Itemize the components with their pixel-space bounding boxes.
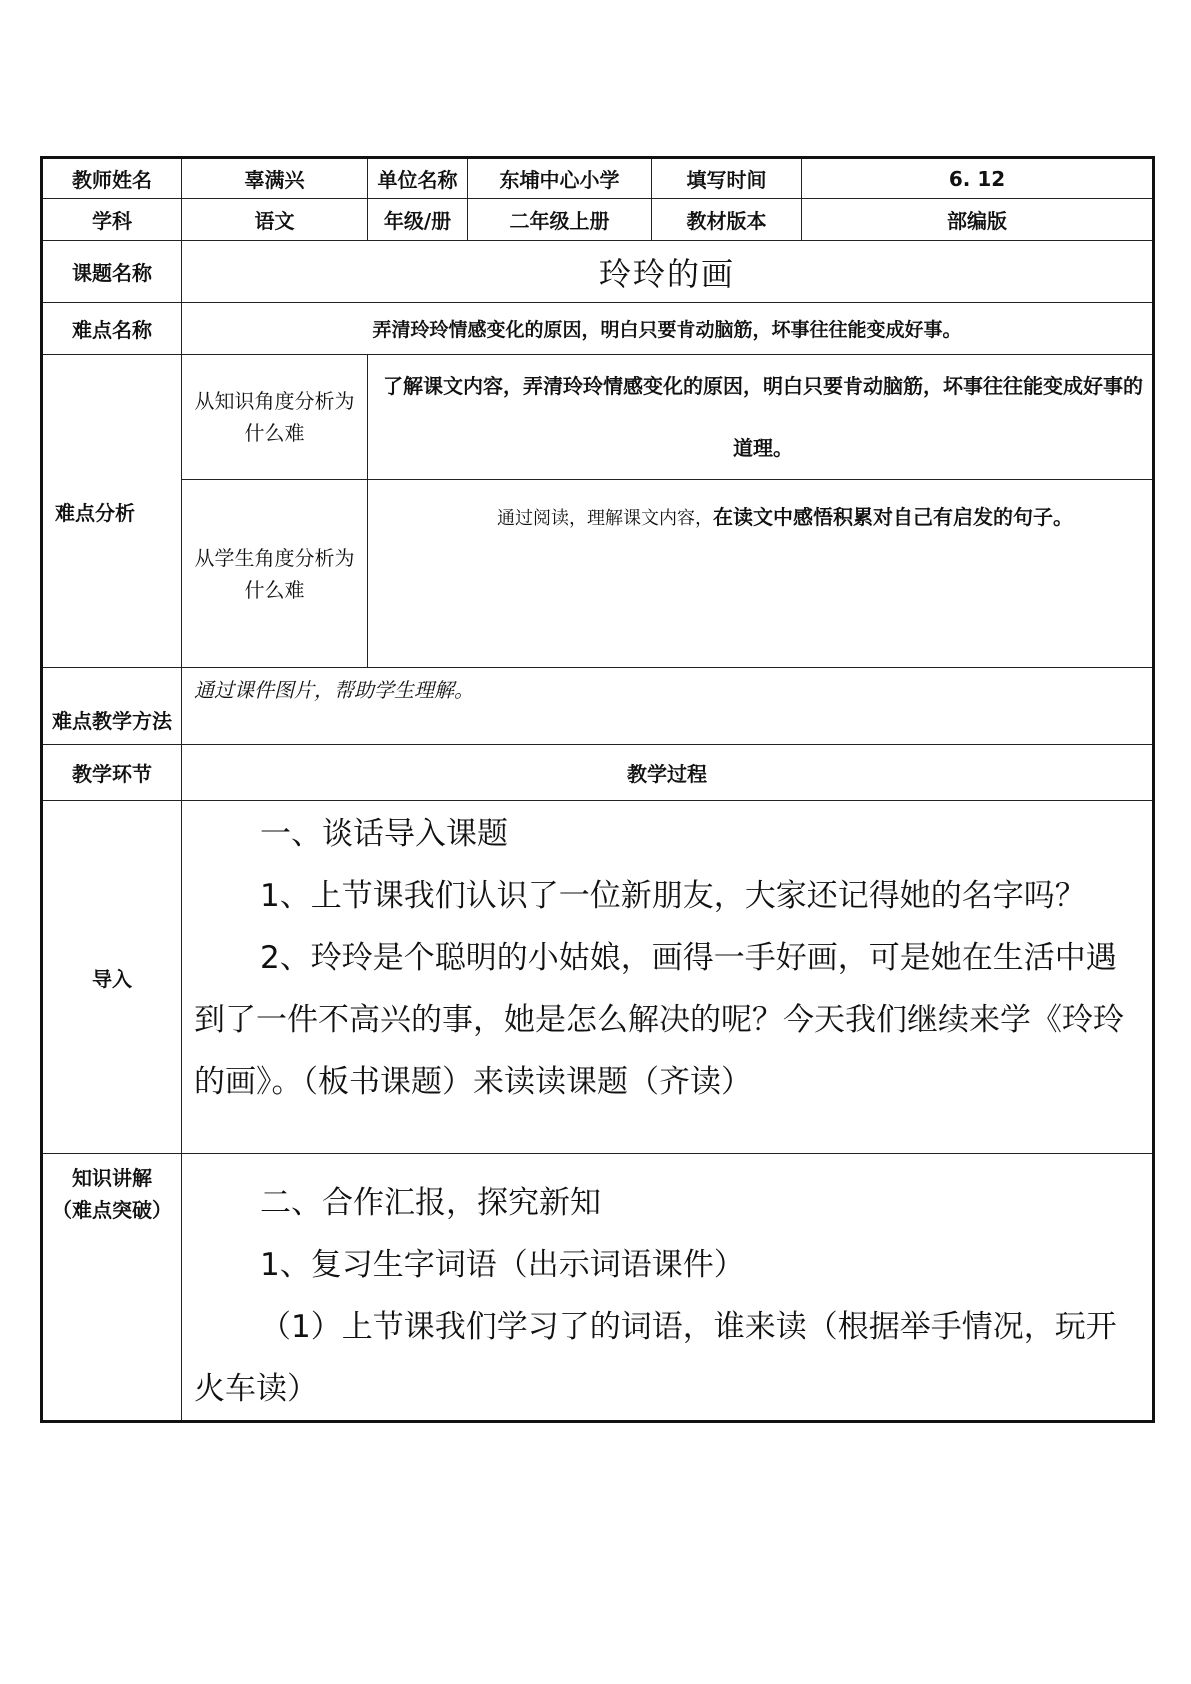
analysis-row-knowledge — [42, 355, 1154, 480]
subject-value: 语文 — [182, 199, 368, 241]
knowledge-angle-text: 了解课文内容，弄清玲玲情感变化的原因，明白只要肯动脑筋，坏事往往能变成好事的道理。 — [368, 355, 1154, 480]
knowledge-label-line-2: （难点突破） — [52, 1198, 172, 1222]
knowledge-label — [42, 1154, 182, 1422]
title-row — [42, 241, 1154, 303]
date-label: 填写时间 — [652, 158, 802, 199]
unit-value: 东埔中心小学 — [468, 158, 652, 199]
stage-label: 教学环节 — [42, 745, 182, 801]
knowledge-paragraph-2: （1）上节课我们学习了的词语，谁来读（根据举手情况，玩开火车读） — [194, 1309, 1117, 1407]
intro-row — [42, 801, 1154, 1154]
knowledge-content — [182, 1154, 1154, 1422]
difficulty-label: 难点名称 — [42, 303, 182, 355]
knowledge-heading: 二、合作汇报，探究新知 — [260, 1185, 601, 1221]
lesson-title-label: 课题名称 — [42, 241, 182, 303]
student-angle-cell — [368, 480, 1154, 668]
lesson-title: 玲玲的画 — [182, 241, 1154, 303]
student-angle-label: 从学生角度分析为什么难 — [182, 480, 368, 668]
knowledge-label-line-1: 知识讲解 — [72, 1166, 152, 1190]
subject-label: 学科 — [42, 199, 182, 241]
intro-heading: 一、谈话导入课题 — [260, 816, 508, 852]
process-header-row — [42, 745, 1154, 801]
edition-label: 教材版本 — [652, 199, 802, 241]
student-angle-text-small: 通过阅读，理解课文内容， — [497, 508, 713, 529]
teacher-value: 辜满兴 — [182, 158, 368, 199]
header-row-2 — [42, 199, 1154, 241]
method-label: 难点教学方法 — [42, 668, 182, 745]
grade-label: 年级/册 — [368, 199, 468, 241]
lesson-plan-table — [40, 156, 1155, 1423]
difficulty-value: 弄清玲玲情感变化的原因，明白只要肯动脑筋，坏事往往能变成好事。 — [182, 303, 1154, 355]
knowledge-row — [42, 1154, 1154, 1422]
method-row — [42, 668, 1154, 745]
method-text: 通过课件图片，帮助学生理解。 — [182, 668, 1154, 745]
knowledge-angle-label: 从知识角度分析为什么难 — [182, 355, 368, 480]
analysis-row-student — [42, 480, 1154, 668]
process-label: 教学过程 — [182, 745, 1154, 801]
unit-label: 单位名称 — [368, 158, 468, 199]
intro-paragraph-2: 2、玲玲是个聪明的小姑娘，画得一手好画，可是她在生活中遇到了一件不高兴的事，她是怎么解决的呢？今天我们继续来学《玲玲的画》。（板书课题）来读读课题（齐读） — [194, 940, 1124, 1100]
header-row-1 — [42, 158, 1154, 199]
intro-content — [182, 801, 1154, 1154]
grade-value: 二年级上册 — [468, 199, 652, 241]
analysis-label: 难点分析 — [42, 355, 182, 668]
student-angle-text-large: 在读文中感悟积累对自己有启发的句子。 — [713, 505, 1073, 529]
teacher-label: 教师姓名 — [42, 158, 182, 199]
knowledge-paragraph-1: 1、复习生字词语（出示词语课件） — [260, 1247, 745, 1283]
intro-label: 导入 — [42, 801, 182, 1154]
difficulty-row — [42, 303, 1154, 355]
intro-paragraph-1: 1、上节课我们认识了一位新朋友，大家还记得她的名字吗？ — [260, 878, 1086, 914]
date-value: 6. 12 — [802, 158, 1154, 199]
edition-value: 部编版 — [802, 199, 1154, 241]
